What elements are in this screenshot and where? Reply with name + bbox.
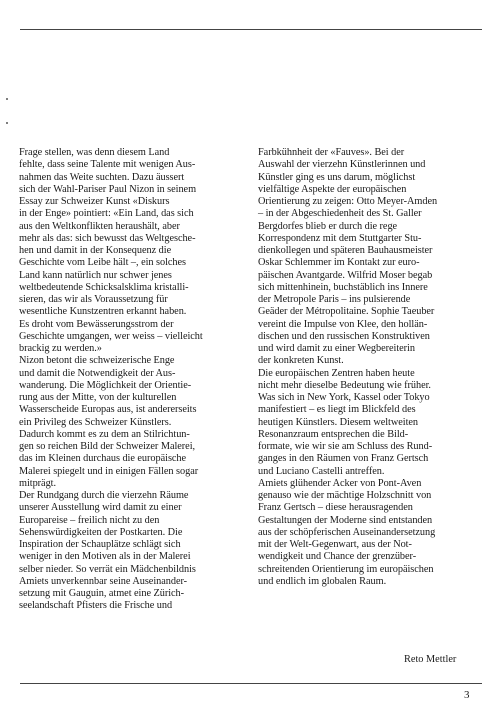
text-line: vielfältige Aspekte der europäischen [258, 183, 407, 195]
text-line: seelandschaft Pfisters die Frische und [19, 600, 173, 612]
text-line: Geschichte umgangen, wer weiss – vielleicht [19, 330, 203, 342]
text-line: fehlte, dass seine Talente mit wenigen Aus- [19, 159, 196, 171]
text-line: Franz Gertsch – diese herausragenden [258, 502, 413, 514]
text-line: Europareise – freilich nicht zu den [19, 514, 160, 526]
text-line: päischen Avantgarde. Wilfrid Moser begab [258, 269, 433, 281]
text-line: Land kann natürlich nur schwer jenes [19, 269, 172, 281]
text-line: formate, wie wir sie am Schluss des Rund- [258, 441, 433, 452]
text-line: – in der Abgeschiedenheit des St. Galler [258, 208, 422, 220]
text-line: dischen und den russischen Konstruktiven [258, 330, 430, 342]
text-line: wesentliche Kunstzentren erkannt haben. [19, 306, 187, 318]
text-line: Frage stellen, was denn diesem Land [19, 147, 170, 158]
text-line: gen so reichen Bild der Schweizer Malerei, [19, 441, 196, 452]
text-line: Inspiration der Schauplätze schlägt sich [19, 539, 181, 550]
left-text-column [19, 147, 241, 613]
text-line: ganges in den Räumen von Franz Gertsch [258, 453, 429, 465]
text-line: rung aus der Mitte, von der kulturellen [19, 392, 177, 403]
text-line: Nizon betont die schweizerische Enge [19, 355, 175, 367]
text-line: Farbkühnheit der «Fauves». Bei der [258, 147, 405, 158]
text-line: das im Kleinen durchaus die europäische [19, 453, 187, 465]
text-line: Essay zur Schweizer Kunst «Diskurs [19, 196, 170, 207]
text-line: unserer Ausstellung wird damit zu einer [19, 502, 182, 514]
right-text-column [258, 147, 480, 588]
text-line: Die europäischen Zentren haben heute [258, 367, 415, 379]
text-line: Malerei spiegelt und in einigen Fällen sogar [19, 465, 199, 477]
text-line: wanderung. Die Möglichkeit der Orientie- [19, 379, 192, 391]
text-line: und Luciano Castelli antreffen. [258, 465, 385, 477]
text-line: aus der schöpferischen Auseinandersetzung [258, 526, 436, 538]
text-line: Amiets unverkennbar seine Auseinander- [19, 575, 188, 587]
text-line: mehr als das: sich bewusst das Weltgesche- [19, 232, 196, 244]
author-signature: Reto Mettler [404, 654, 457, 665]
text-line: und wird damit zu einer Wegbereiterin [258, 343, 415, 354]
text-line: Geäder der Métropolitaine. Sophie Taeuber [258, 306, 435, 318]
text-line: der Metropole Paris – ins pulsierende [258, 294, 411, 305]
page-number: 3 [464, 689, 470, 701]
text-line: Korrespondenz mit dem Stuttgarter Stu- [258, 232, 422, 244]
text-line: wendigkeit und Chance der grenzüber- [258, 551, 417, 563]
text-line: Wasserscheide Europas aus, ist andererseits [19, 404, 197, 416]
text-line: Geschichte vom Leibe hält –, ein solches [19, 257, 186, 269]
text-line: Bergdorfes blieb er durch die rege [258, 220, 398, 232]
text-line: mitprägt. [19, 477, 57, 489]
text-line: der konkreten Kunst. [258, 355, 344, 367]
text-line: sich der Wahl-Pariser Paul Nizon in seinem [19, 183, 197, 195]
text-line: heutigen Künstlers. Diesem weltweiten [258, 416, 418, 428]
footer-rule [20, 683, 482, 684]
text-line: setzung mit Gauguin, atmet eine Zürich- [19, 588, 185, 599]
text-line: Es droht vom Bewässerungsstrom der [19, 318, 174, 330]
text-line: sieren, das wir als Voraussetzung für [19, 294, 168, 305]
text-line: ein Privileg des Schweizer Künstlers. [19, 416, 172, 428]
text-line: dienkollegen und späteren Bauhausmeister [258, 245, 433, 256]
text-line: weltbedeutende Schicksalsklima kristalli- [19, 281, 189, 293]
text-line: Gestaltungen der Moderne sind entstanden [258, 514, 433, 526]
text-line: mit der Welt-Gegenwart, aus der Not- [258, 539, 412, 550]
text-line: manifestiert – es liegt im Blickfeld des [258, 404, 416, 416]
text-line: Dadurch kommt es zu dem an Stilrichtun- [19, 428, 190, 440]
text-line: Was sich in New York, Kassel oder Tokyo [258, 392, 430, 403]
text-line: vereint die Impulse von Klee, den hollän- [258, 318, 428, 330]
text-line: brackig zu werden.» [19, 343, 102, 354]
text-line: aus den Weltkonflikten heraushält, aber [19, 220, 180, 232]
text-line: selber nieder. So verrät ein Mädchenbildnis [19, 563, 196, 575]
text-line: schreitenden Orientierung im europäischen [258, 563, 434, 575]
text-line: und damit die Notwendigkeit der Aus- [19, 367, 176, 379]
scan-speck [6, 122, 8, 124]
scan-speck [6, 98, 8, 100]
text-line: und endlich im globalen Raum. [258, 575, 387, 587]
text-line: hen und damit in der Konsequenz die [19, 245, 172, 256]
text-line: Resonanzraum entsprechen die Bild- [258, 428, 409, 440]
text-line: Auswahl der vierzehn Künstlerinnen und [258, 159, 426, 171]
text-line: Oskar Schlemmer im Kontakt zur euro- [258, 257, 420, 269]
text-line: Orientierung zu zeigen: Otto Meyer-Amden [258, 196, 438, 207]
text-line: Künstler ging es uns darum, möglichst [258, 171, 416, 183]
text-line: in der Enge» pointiert: «Ein Land, das sich [19, 208, 194, 220]
text-line: weniger in den Motiven als in der Malerei [19, 551, 191, 563]
text-line: sich mittenhinein, buchstäblich ins Innere [258, 281, 428, 293]
text-line: nicht mehr dieselbe Bedeutung wie früher. [258, 379, 431, 391]
text-line: Amiets glühender Acker von Pont-Aven [258, 477, 422, 489]
text-line: nahmen das Weite suchten. Dazu äussert [19, 171, 185, 183]
header-rule [20, 29, 482, 30]
text-line: genauso wie der mächtige Holzschnitt von [258, 490, 432, 501]
text-line: Der Rundgang durch die vierzehn Räume [19, 490, 189, 501]
text-line: Sehenswürdigkeiten der Postkarten. Die [19, 526, 183, 538]
